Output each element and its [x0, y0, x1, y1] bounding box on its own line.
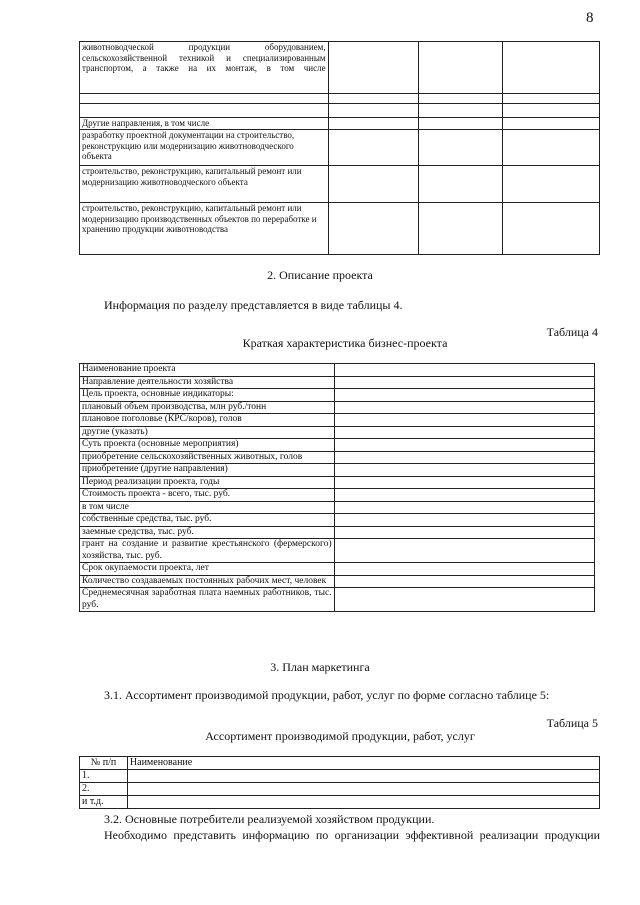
column-header: № п/п — [80, 757, 128, 770]
table-cell: грант на создание и развитие крестьянского (фермерского) хозяйства, тыс. руб. — [80, 539, 335, 563]
table-row — [80, 501, 595, 514]
table-cell: строительство, реконструкцию, капитальный ремонт или модернизацию животноводческого объекта — [80, 166, 329, 203]
table-4-title: Краткая характеристика бизнес-проекта — [242, 336, 448, 350]
table-5-title: Ассортимент производимой продукции, работ, услуг — [205, 729, 475, 743]
table-cell: строительство, реконструкцию, капитальный ремонт или модернизацию производственных объектов по переработке и хранению продукции животноводства — [80, 203, 329, 255]
item-3-2: 3.2. Основные потребители реализуемой хозяйством продукции. — [104, 812, 435, 826]
table-cell: Срок окупаемости проекта, лет — [80, 563, 335, 576]
table-cell: Цель проекта, основные индикаторы: — [80, 389, 335, 402]
table-cell: Период реализации проекта, годы — [80, 476, 335, 489]
table-cell: Суть проекта (основные мероприятия) — [80, 439, 335, 452]
table-row — [80, 414, 595, 427]
table-cell: Количество создаваемых постоянных рабочих мест, человек — [80, 575, 335, 588]
table-row — [80, 575, 595, 588]
column-header: Наименование — [127, 757, 599, 770]
table-row — [80, 94, 600, 104]
section-2-heading: 2. Описание проекта — [267, 268, 373, 282]
table-row — [80, 451, 595, 464]
table-cell: 2. — [80, 783, 128, 796]
table-row — [80, 783, 600, 796]
table-row — [80, 203, 600, 255]
table-row — [80, 464, 595, 477]
table-row — [80, 563, 595, 576]
table-cell: заемные средства, тыс. руб. — [80, 526, 335, 539]
table-row — [80, 104, 600, 118]
table-cell: разработку проектной документации на строительство, реконструкцию или модернизацию животноводческого объекта — [80, 130, 329, 166]
table-cell: Наименование проекта — [80, 364, 335, 377]
table-cell: приобретение (другие направления) — [80, 464, 335, 477]
table-row — [80, 42, 600, 94]
table-row — [80, 439, 595, 452]
section-2-intro: Информация по разделу представляется в виде таблицы 4. — [104, 298, 403, 312]
table-row — [80, 166, 600, 203]
table-row — [80, 514, 595, 527]
table-row — [80, 118, 600, 130]
table-row — [80, 796, 600, 809]
business-project-table — [79, 363, 595, 612]
table-cell: плановый объем производства, млн руб./тонн — [80, 401, 335, 414]
table-row — [80, 401, 595, 414]
table-cell: собственные средства, тыс. руб. — [80, 514, 335, 527]
section-3-heading: 3. План маркетинга — [270, 660, 370, 674]
table-cell: животноводческой продукции оборудованием, сельскохозяйственной техникой и специализированным транспортом, а также на их монтаж, в том числе — [80, 42, 329, 94]
assortment-table — [79, 756, 600, 809]
table-row — [80, 476, 595, 489]
table-row — [80, 376, 595, 389]
table-row — [80, 770, 600, 783]
table-cell: плановое поголовье (КРС/коров), голов — [80, 414, 335, 427]
table-row — [80, 426, 595, 439]
table-4-label: Таблица 4 — [546, 325, 598, 339]
table-cell: приобретение сельскохозяйственных животных, голов — [80, 451, 335, 464]
item-3-2-text: Необходимо представить информацию по организации эффективной реализации продукции — [104, 828, 600, 842]
table-header-row — [80, 757, 600, 770]
table-cell: Другие направления, в том числе — [80, 118, 329, 130]
page-number: 8 — [586, 10, 594, 26]
table-5-label: Таблица 5 — [546, 716, 598, 730]
table-cell: другие (указать) — [80, 426, 335, 439]
table-cell: и т.д. — [80, 796, 128, 809]
funding-table-continued — [79, 41, 600, 255]
table-cell: Среднемесячная заработная плата наемных работников, тыс. руб. — [80, 588, 335, 612]
table-cell: Стоимость проекта - всего, тыс. руб. — [80, 489, 335, 502]
table-row — [80, 588, 595, 612]
table-row — [80, 389, 595, 402]
table-row — [80, 489, 595, 502]
table-row — [80, 526, 595, 539]
table-row — [80, 539, 595, 563]
table-row — [80, 130, 600, 166]
table-cell: в том числе — [80, 501, 335, 514]
table-cell: 1. — [80, 770, 128, 783]
table-cell: Направление деятельности хозяйства — [80, 376, 335, 389]
item-3-1: 3.1. Ассортимент производимой продукции, работ, услуг по форме согласно таблице 5: — [104, 688, 550, 702]
table-row — [80, 364, 595, 377]
